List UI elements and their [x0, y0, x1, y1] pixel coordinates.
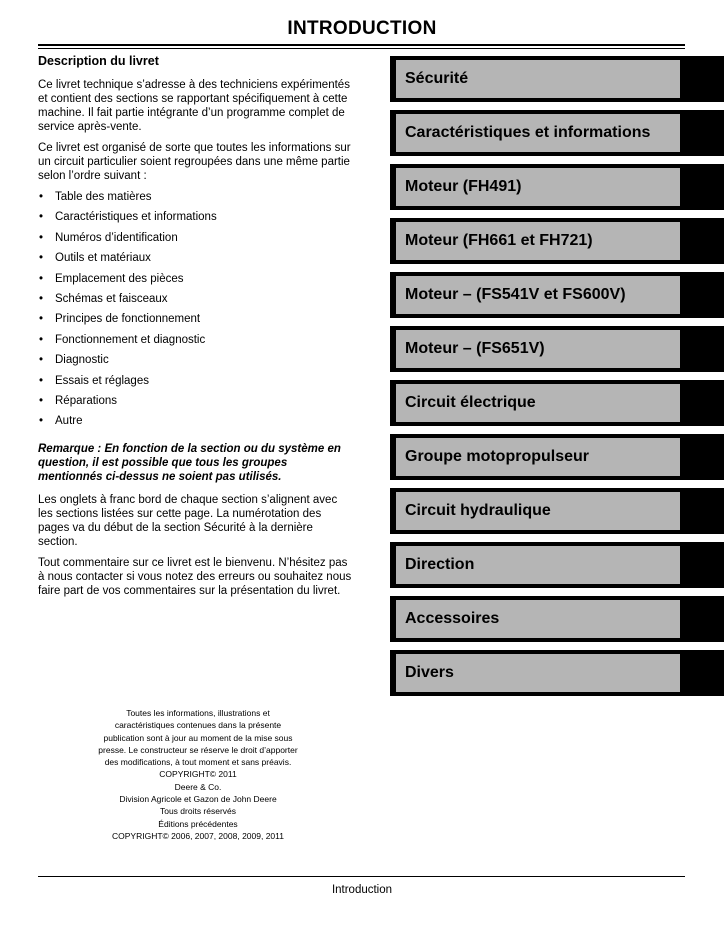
- contents-list: [38, 190, 354, 435]
- intro-paragraph: Ce livret technique s’adresse à des techniciens expérimentés et contient des sections se rapportant spécifiquement à cette machine. Il fait partie intégrante d’un programme complet de service après-vente.: [38, 79, 350, 133]
- list-item: • Outils et matériaux: [38, 251, 354, 271]
- section-tab-groupe-motopropulseur[interactable]: [390, 434, 724, 480]
- copyright-line: caractéristiques contenues dans la présente: [114, 720, 282, 731]
- footer-label: Introduction: [331, 884, 393, 896]
- copyright-line: Éditions précédentes: [158, 818, 238, 829]
- section-tab-label: Sécurité: [396, 60, 680, 98]
- section-tab-label: Circuit électrique: [396, 384, 680, 422]
- list-item: • Table des matières: [38, 190, 354, 210]
- section-tab-direction[interactable]: [390, 542, 724, 588]
- list-item: • Caractéristiques et informations: [38, 210, 354, 230]
- copyright-line: Division Agricole et Gazon de John Deere: [119, 794, 277, 805]
- list-item: • Schémas et faisceaux: [38, 292, 354, 312]
- section-tab-label: Caractéristiques et informations: [396, 114, 680, 152]
- section-tab-divers[interactable]: [390, 650, 724, 696]
- list-item: • Diagnostic: [38, 353, 354, 373]
- list-item: • Emplacement des pièces: [38, 272, 354, 292]
- section-tab-label: Groupe motopropulseur: [396, 438, 680, 476]
- list-item: • Fonctionnement et diagnostic: [38, 333, 354, 353]
- list-item: • Numéros d’identification: [38, 231, 354, 251]
- list-item: • Principes de fonctionnement: [38, 312, 354, 332]
- section-tab-label: Circuit hydraulique: [396, 492, 680, 530]
- section-tab-label: Moteur (FH491): [396, 168, 680, 206]
- description-column: [38, 54, 354, 605]
- copyright-line: des modifications, à tout moment et sans préavis.: [104, 757, 292, 768]
- footer-divider: [38, 876, 685, 877]
- section-tabs: [390, 56, 724, 704]
- section-tab-label: Direction: [396, 546, 680, 584]
- section-heading: Description du livret: [38, 54, 159, 68]
- copyright-line: COPYRIGHT© 2006, 2007, 2008, 2009, 2011: [112, 830, 284, 841]
- copyright-line: presse. Le constructeur se réserve le droit d’apporter: [98, 744, 298, 755]
- copyright-line: Toutes les informations, illustrations et: [126, 708, 270, 718]
- section-tab-securite[interactable]: [390, 56, 724, 102]
- section-tab-label: Accessoires: [396, 600, 680, 638]
- copyright-line: publication sont à jour au moment de la mise sous: [103, 732, 293, 743]
- section-tab-accessoires[interactable]: [390, 596, 724, 642]
- tabs-paragraph: Les onglets à franc bord de chaque section s’alignent avec les sections listées sur cette page. La numérotation des pages va du début de la section Sécurité à la dernière section.: [38, 493, 338, 548]
- section-tab-caracteristiques[interactable]: [390, 110, 724, 156]
- remark-note: Remarque : En fonction de la section ou du système en question, il est possible que tous les groupes mentionnés ci-dessus ne soient pas utilisés.: [38, 442, 341, 483]
- page-title: INTRODUCTION: [287, 18, 437, 39]
- section-tab-circuit-hydraulique[interactable]: [390, 488, 724, 534]
- section-tab-label: Moteur – (FS541V et FS600V): [396, 276, 680, 314]
- copyright-line: Tous droits réservés: [159, 806, 237, 817]
- section-tab-moteur-fh661-fh721[interactable]: [390, 218, 724, 264]
- copyright-line: COPYRIGHT© 2011: [159, 769, 237, 780]
- list-item: • Réparations: [38, 394, 354, 414]
- section-tab-label: Divers: [396, 654, 680, 692]
- list-item: • Essais et réglages: [38, 374, 354, 394]
- section-tab-moteur-fh491[interactable]: [390, 164, 724, 210]
- section-tab-circuit-electrique[interactable]: [390, 380, 724, 426]
- copyright-line: Deere & Co.: [174, 781, 222, 792]
- section-tab-label: Moteur (FH661 et FH721): [396, 222, 680, 260]
- list-item: • Autre: [38, 414, 354, 434]
- feedback-paragraph: Tout commentaire sur ce livret est le bienvenu. N’hésitez pas à nous contacter si vous notez des erreurs ou souhaitez nous faire part de vos commentaires sur la présentation du livret.: [38, 556, 352, 597]
- copyright-notice: [48, 707, 348, 842]
- section-tab-moteur-fs651v[interactable]: [390, 326, 724, 372]
- organization-paragraph: Ce livret est organisé de sorte que toutes les informations sur un circuit particulier soient regroupées dans une même partie selon l’ordre suivant :: [38, 142, 351, 182]
- section-tab-label: Moteur – (FS651V): [396, 330, 680, 368]
- section-tab-moteur-fs541v-fs600v[interactable]: [390, 272, 724, 318]
- title-divider: [38, 44, 685, 49]
